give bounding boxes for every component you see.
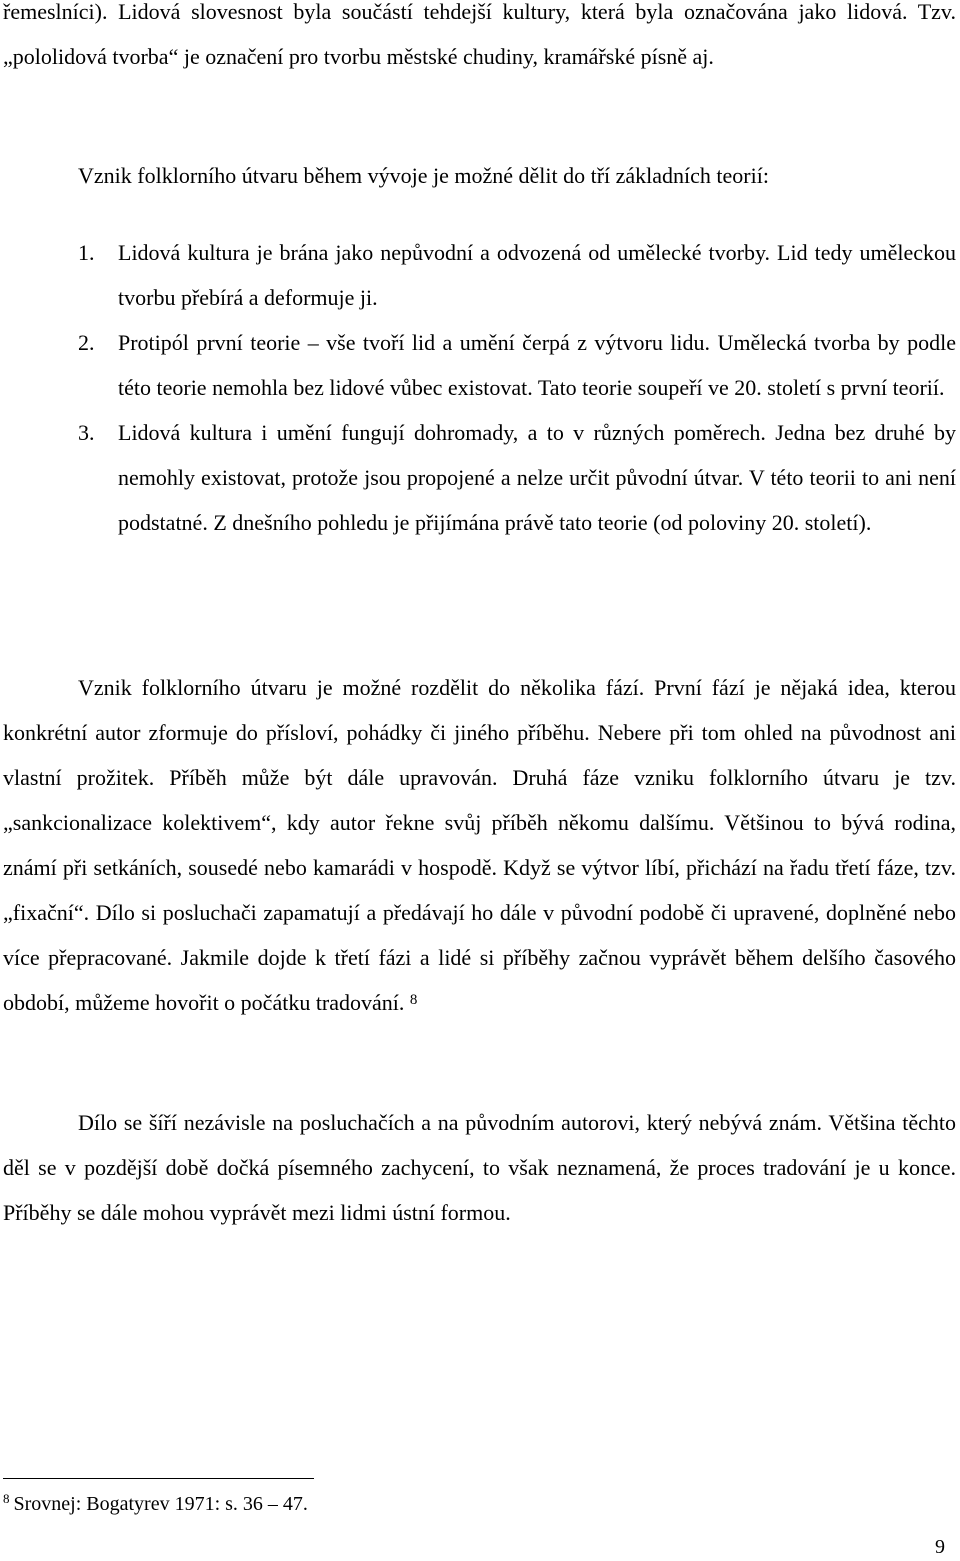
page-number: 9 [935, 1536, 945, 1558]
footnote [3, 1490, 308, 1520]
theory-item [78, 320, 956, 410]
theory-text: Lidová kultura je brána jako nepůvodní a odvozená od umělecké tvorby. Lid tedy uměleckou tvorbu přebírá a deformuje ji. [118, 240, 956, 310]
paragraph-intro: Vznik folklorního útvaru během vývoje je možné dělit do tří základních teorií: [78, 163, 769, 188]
theory-text: Protipól první teorie – vše tvoří lid a umění čerpá z výtvoru lidu. Umělecká tvorba by podle této teorie nemohla bez lidové vůbec existovat. Tato teorie soupeří ve 20. století s první teorií. [118, 330, 956, 400]
footnote-separator [3, 1478, 314, 1479]
theory-item [78, 410, 956, 545]
footnote-number: 8 [3, 1491, 10, 1506]
paragraph-top: řemeslníci). Lidová slovesnost byla součástí tehdejší kultury, která byla označována jako lidová. Tzv. „pololidová tvorba“ je označení pro tvorbu městské chudiny, kramářské písně aj. [3, 0, 956, 69]
theory-number: 1. [78, 240, 95, 265]
footnote-text: Srovnej: Bogatyrev 1971: s. 36 – 47. [13, 1493, 308, 1515]
footnote-ref: 8 [409, 992, 418, 1008]
paragraph-phases [3, 665, 956, 1029]
paragraph-phases-text: Vznik folklorního útvaru je možné rozdělit do několika fází. První fází je nějaká idea, kterou konkrétní autor zformuje do přísloví, pohádky či jiného příběhu. Nebere při tom ohled na původnost ani vlastní prožitek. Příběh může být dále upravován. Druhá fáze vzniku folklorního útvaru je tzv. „sankcionalizace kolektivem“, kdy autor řekne svůj příběh někomu dalšímu. Většinou to bývá rodina, známí při setkáních, sousedé nebo kamarádi v hospodě. Když se výtvor líbí, přichází na řadu třetí fáze, tzv. „fixační“. Dílo si posluchači zapamatují a předávají ho dále v původní podobě či upravené, doplněné nebo více přepracované. Jakmile dojde k třetí fázi a lidé si příběhy začnou vyprávět během delšího časového období, můžeme hovořit o počátku tradování. [3, 675, 956, 1015]
theories-list [78, 230, 956, 545]
theory-item [78, 230, 956, 320]
paragraph-spread: Dílo se šíří nezávisle na posluchačích a na původním autorovi, který nebývá znám. Většina těchto děl se v pozdější době dočká písemného zachycení, to však neznamená, že proces tradování je u konce. Příběhy se dále mohou vyprávět mezi lidmi ústní formou. [3, 1110, 956, 1225]
theory-text: Lidová kultura i umění fungují dohromady, a to v různých poměrech. Jedna bez druhé by nemohly existovat, protože jsou propojené a nelze určit původní útvar. V této teorii to ani není podstatné. Z dnešního pohledu je přijímána právě tato teorie (od poloviny 20. století). [118, 420, 956, 535]
theory-number: 3. [78, 420, 95, 445]
theory-number: 2. [78, 330, 95, 355]
